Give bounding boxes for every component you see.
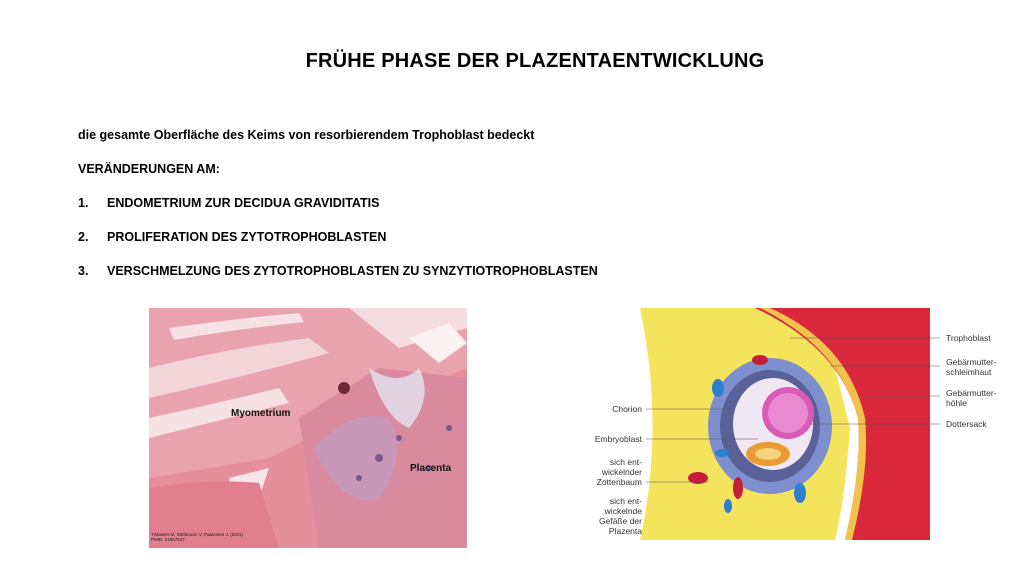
hoehle-label-line: Gebärmutter-	[946, 388, 997, 398]
list-item-text: ENDOMETRIUM ZUR DECIDUA GRAVIDITATIS	[107, 196, 380, 210]
list-item	[78, 196, 598, 230]
list-item	[78, 264, 598, 298]
zottenbaum-label	[590, 457, 642, 487]
hoehle-label	[946, 388, 997, 408]
gefaesse-label-line: wickelnde	[604, 506, 642, 516]
list-item-number: 1.	[78, 196, 89, 210]
trophoblast-label: Trophoblast	[946, 333, 991, 343]
hoehle-label-line: höhle	[946, 398, 967, 408]
histology-image	[149, 308, 467, 548]
schleimhaut-label-line: Gebärmutter-	[946, 357, 997, 367]
list-item-number: 2.	[78, 230, 89, 244]
implantation-diagram	[590, 308, 1010, 540]
zottenbaum-label-line: wickelnder	[601, 467, 642, 477]
gefaesse-label	[590, 496, 642, 536]
list-item-number: 3.	[78, 264, 89, 278]
zottenbaum-label-line: Zottenbaum	[596, 477, 642, 487]
list-item	[78, 230, 598, 264]
image-credit-line: PMID: 21867547	[151, 537, 185, 542]
gefaesse-label-line: Plazenta	[608, 526, 642, 536]
schleimhaut-label	[946, 357, 997, 377]
embryoblast-label: Embryoblast	[594, 434, 642, 444]
list-item-text: VERSCHMELZUNG DES ZYTOTROPHOBLASTEN ZU SYNZYTIOTROPHOBLASTEN	[107, 264, 598, 278]
gefaesse-label-line: Gefäße der	[599, 516, 642, 526]
changes-list	[78, 196, 598, 298]
schleimhaut-label-line: schleimhaut	[946, 367, 992, 377]
intro-text: die gesamte Oberfläche des Keims von resorbierendem Trophoblast bedeckt	[78, 128, 535, 142]
image-credit	[151, 532, 243, 542]
gefaesse-label-line: sich ent-	[609, 496, 642, 506]
slide-title: FRÜHE PHASE DER PLAZENTAENTWICKLUNG	[305, 50, 765, 72]
histology-micrograph	[149, 308, 467, 548]
placenta-label: Placenta	[410, 463, 452, 474]
dottersack-label: Dottersack	[946, 419, 987, 429]
list-item-text: PROLIFERATION DES ZYTOTROPHOBLASTEN	[107, 230, 387, 244]
zottenbaum-label-line: sich ent-	[609, 457, 642, 467]
myometrium-label: Myometrium	[231, 408, 291, 419]
chorion-label: Chorion	[612, 404, 642, 414]
image-credit-line: Tikkanen M, Stefanovic V, Paavonen J. (2011)	[151, 532, 243, 537]
changes-heading: VERÄNDERUNGEN AM:	[78, 162, 220, 176]
